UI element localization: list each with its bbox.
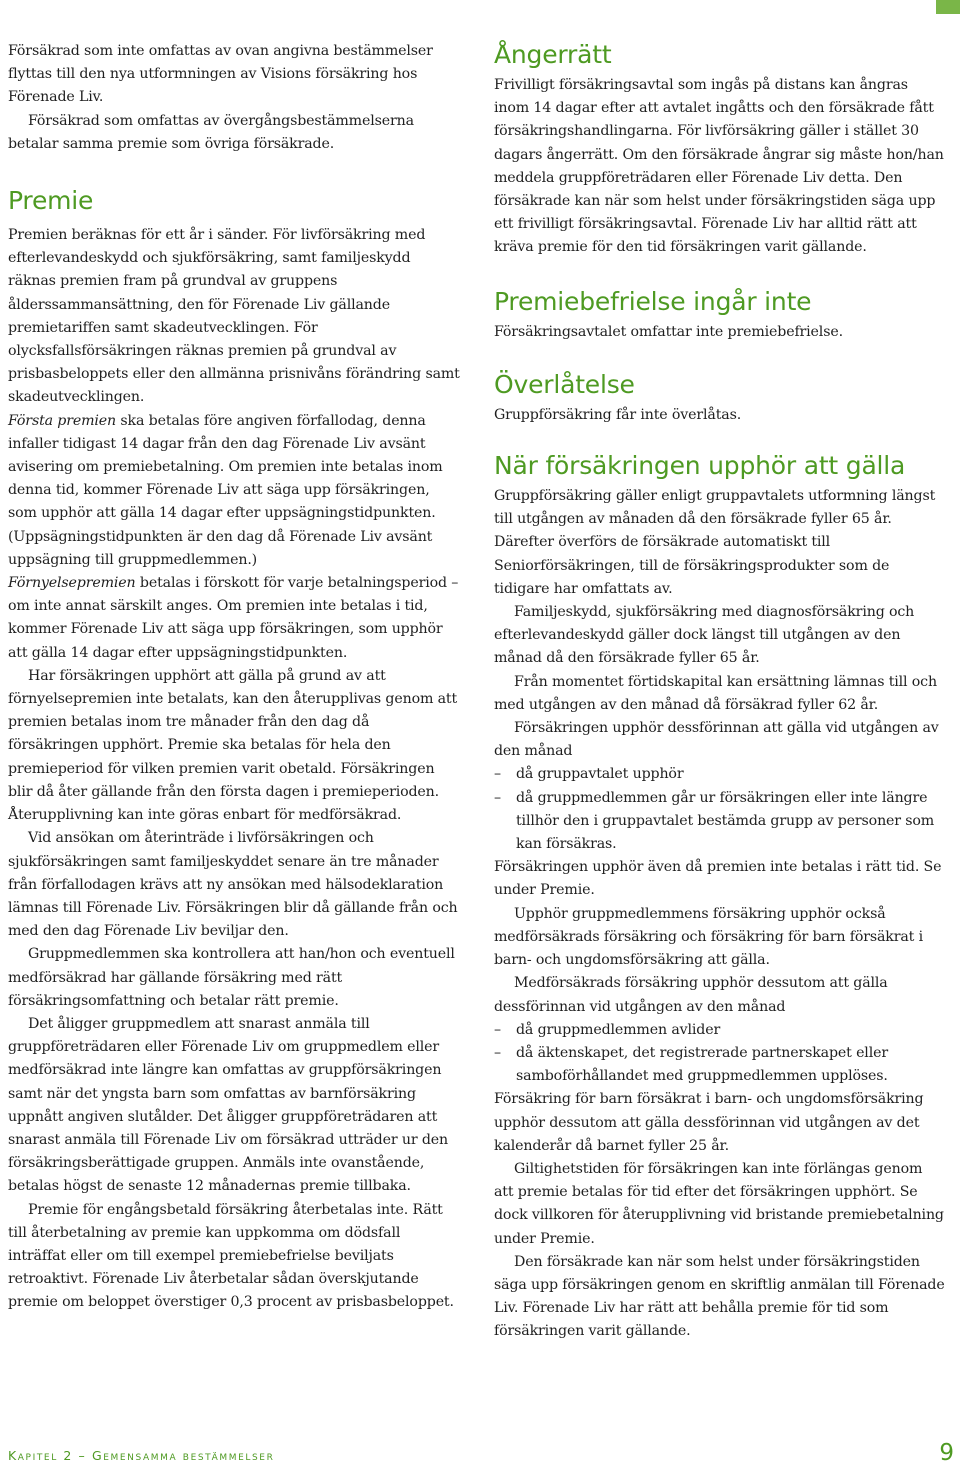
heading-upphor: När försäkringen upphör att gälla xyxy=(494,451,906,481)
upphor-paragraph-10: Den försäkrade kan när som helst under försäkringstiden säga upp försäkringen genom en skriftlig anmälan till Förenade Liv. Förenade Liv har rätt att behålla premie för tid som försäkringen varit gällande. xyxy=(494,1253,945,1340)
upphor-paragraph-9: Giltighetstiden för försäkringen kan inte förlängas genom att premie betalas för tid efter det försäkringen upphört. Se dock villkoren för återupplivning vid bristande premiebetalning under Premie. xyxy=(494,1160,944,1247)
overlatelse-paragraph: Gruppförsäkring får inte överlåtas. xyxy=(494,406,742,423)
premie-paragraph-3-text: betalas i förskott för varje betalningsperiod – om inte annat särskilt anges. Om premien inte betalas i tid, kommer Förenade Liv att säga upp försäkringen, som upphör att gälla 14 dagar efter uppsägningstidpunkten. xyxy=(8,575,459,661)
upphor-paragraph-8: Försäkring för barn försäkrat i barn- och ungdomsförsäkring upphör dessutom att gälla dessförinnan vid utgången av det kalenderår då barnet fyller 25 år. xyxy=(494,1091,924,1154)
upphor-paragraph-2: Familjeskydd, sjukförsäkring med diagnosförsäkring och efterlevandeskydd gäller dock längst till utgången av den månad då den försäkrade fyller 65 år. xyxy=(494,604,915,667)
chapter-label: Kapitel 2 – Gemensamma bestämmelser xyxy=(8,1448,275,1463)
left-column xyxy=(8,40,462,1315)
list-item-text: då gruppavtalet upphör xyxy=(516,766,684,783)
dash-marker: – xyxy=(494,1021,501,1038)
premie-paragraph-7: Det åligger gruppmedlem att snarast anmäla till gruppföreträdaren eller Förenade Liv om gruppmedlem eller medförsäkrad inte längre kan omfattas av gruppförsäkringen samt när det yngsta barn som omfattas av barnförsäkring uppnått angiven slutålder. Det åligger gruppföreträdaren att snarast anmäla till Förenade Liv om försäkrad utträder ur den försäkringsberättigade gruppen. Anmäls inte ovanstående, betalas högst de senaste 12 månadernas premie tillbaka. xyxy=(8,1015,448,1195)
premie-paragraph-1: Premien beräknas för ett år i sänder. För livförsäkring med efterlevandeskydd och sjukförsäkring, samt familjeskydd räknas premien fram på grundval av gruppens ålderssammansättning, den för Förenade Liv gällande premietariffen samt skadeutvecklingen. För olycksfallsförsäkringen räknas premien på grundval av prisbasbeloppets eller den allmänna prisnivåns förändring samt skadeutvecklingen. xyxy=(8,227,460,406)
list-item xyxy=(494,787,946,857)
list-item xyxy=(494,1019,946,1042)
dash-marker: – xyxy=(494,789,501,806)
dash-marker: – xyxy=(494,766,501,783)
upphor-paragraph-7: Medförsäkrads försäkring upphör dessutom att gälla dessförinnan vid utgången av den månad xyxy=(494,975,888,1015)
premie-paragraph-8: Premie för engångsbetald försäkring återbetalas inte. Rätt till återbetalning av premie kan uppkomma om dödsfall inträffat eller om till exempel premiebefrielse beviljats retroaktivt. Förenade Liv återbetalar sådan överskjutande premie om beloppet överstiger 0,3 procent av prisbasbeloppet. xyxy=(8,1201,454,1311)
list-item xyxy=(494,763,946,786)
heading-overlatelse: Överlåtelse xyxy=(494,369,635,399)
angerratt-paragraph: Frivilligt försäkringsavtal som ingås på distans kan ångras inom 14 dagar efter att avtalet ingåtts och den försäkrade fått försäkringshandlingarna. För livförsäkring gäller i stället 30 dagars ångerrätt. Om den försäkrade ångrar sig måste hon/han meddela gruppföreträdaren eller Förenade Liv detta. Den försäkrade kan när som helst under försäkringstiden säga upp ett frivilligt försäkringsavtal. Förenade Liv har alltid rätt att kräva premie för den tid försäkringen varit gällande. xyxy=(494,77,944,256)
upphor-paragraph-1: Gruppförsäkring gäller enligt gruppavtalets utformning längst till utgången av månaden då den försäkrade fyller 65 år. Därefter överförs de försäkrade automatiskt till Seniorförsäkringen, till de försäkringsprodukter som de tidigare har omfattats av. xyxy=(494,488,936,597)
upphor-paragraph-3: Från momentet förtidskapital kan ersättning lämnas till och med utgången av den månad då försäkrad fyller 62 år. xyxy=(494,673,937,713)
page-footer xyxy=(8,1440,954,1466)
intro-paragraph-2: Försäkrad som omfattas av övergångsbestämmelserna betalar samma premie som övriga försäkrade. xyxy=(8,112,414,152)
term-forsta-premien: Första premien xyxy=(8,412,117,429)
heading-premiebefrielse: Premiebefrielse ingår inte xyxy=(494,286,812,316)
premie-paragraph-4: Har försäkringen upphört att gälla på grund av att förnyelsepremien inte betalats, kan den återupplivas genom att premien betalas inom tre månader från den dag då försäkringen upphört. Premie ska betalas för hela den premieperiod för vilken premien varit obetald. Försäkringen blir då åter gällande från den första dagen i premieperioden. Återupplivning kan inte göras enbart för medförsäkrad. xyxy=(8,667,458,824)
term-fornyelsepremien: Förnyelsepremien xyxy=(8,575,136,592)
premie-paragraph-2-text: ska betalas före angiven förfallodag, denna infaller tidigast 14 dagar från den dag Förenade Liv avsänt avisering om premiebetalning. Om premien inte betalas inom denna tid, kommer Förenade Liv att säga upp försäkringen, som upphör att gälla 14 dagar efter uppsägningstidpunkten. (Uppsägningstidpunkten är den dag då Förenade Liv avsänt uppsägning till gruppmedlemmen.) xyxy=(8,412,443,568)
upphor-paragraph-5: Försäkringen upphör även då premien inte betalas i rätt tid. Se under Premie. xyxy=(494,859,942,899)
corner-color-tab xyxy=(936,0,960,14)
list-item-text: då gruppmedlemmen går ur försäkringen eller inte längre tillhör den i gruppavtalet bestämda grupp av personer som kan försäkras. xyxy=(516,789,935,853)
heading-premie: Premie xyxy=(8,186,94,216)
list-item xyxy=(494,1042,946,1088)
upphor-paragraph-4: Försäkringen upphör dessförinnan att gälla vid utgången av den månad xyxy=(494,720,939,760)
page-number: 9 xyxy=(939,1440,954,1466)
heading-angerratt: Ångerrätt xyxy=(494,40,612,69)
premie-paragraph-6: Gruppmedlemmen ska kontrollera att han/hon och eventuell medförsäkrad har gällande försäkring med rätt försäkringsomfattning och betalar rätt premie. xyxy=(8,946,455,1009)
dash-marker: – xyxy=(494,1044,501,1061)
right-column xyxy=(494,40,946,1344)
list-item-text: då gruppmedlemmen avlider xyxy=(516,1021,721,1038)
intro-paragraph-1: Försäkrad som inte omfattas av ovan angivna bestämmelser flyttas till den nya utformningen av Visions försäkring hos Förenade Liv. xyxy=(8,43,433,106)
list-item-text: då äktenskapet, det registrerade partnerskapet eller samboförhållandet med gruppmedlemmen upplöses. xyxy=(516,1044,888,1085)
premiebefrielse-paragraph: Försäkringsavtalet omfattar inte premiebefrielse. xyxy=(494,323,843,340)
upphor-paragraph-6: Upphör gruppmedlemmens försäkring upphör också medförsäkrads försäkring och försäkring för barn försäkrat i barn- och ungdomsförsäkring att gälla. xyxy=(494,905,923,969)
premie-paragraph-5: Vid ansökan om återinträde i livförsäkringen och sjukförsäkringen samt familjeskyddet senare än tre månader från förfallodagen krävs att ny ansökan med hälsodeklaration lämnas till Förenade Liv. Försäkringen blir då gällande från och med den dag Förenade Liv beviljar den. xyxy=(8,830,458,940)
premie-paragraph-2 xyxy=(8,410,462,572)
premie-paragraph-3 xyxy=(8,572,462,665)
